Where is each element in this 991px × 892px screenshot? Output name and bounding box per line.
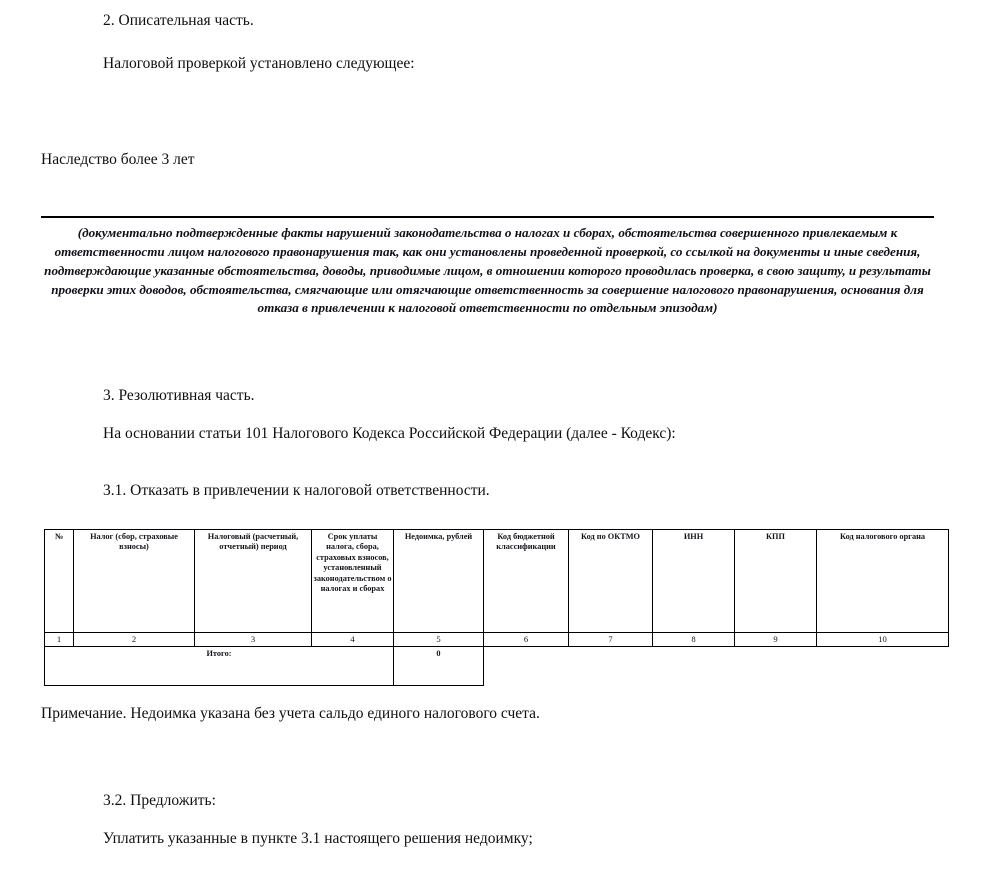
table-header-cell: КПП xyxy=(735,530,817,633)
table-header-cell: Налоговый (расчетный, отчетный) период xyxy=(195,530,312,633)
table-total-row xyxy=(45,647,949,686)
section-2-heading: 2. Описательная часть. xyxy=(103,12,254,29)
total-label-cell: Итого: xyxy=(45,647,394,686)
column-number-cell: 6 xyxy=(484,633,569,647)
section-3-2-body: Уплатить указанные в пункте 3.1 настоящего решения недоимку; xyxy=(103,830,533,847)
table-header-cell: № xyxy=(45,530,74,633)
column-number-cell: 9 xyxy=(735,633,817,647)
table-column-number-row xyxy=(45,633,949,647)
column-number-cell: 5 xyxy=(394,633,484,647)
column-number-cell: 3 xyxy=(195,633,312,647)
column-number-cell: 4 xyxy=(312,633,394,647)
table-header-cell: Недоимка, рублей xyxy=(394,530,484,633)
section-3-1-heading: 3.1. Отказать в привлечении к налоговой ответственности. xyxy=(103,482,490,499)
table-header-cell: ИНН xyxy=(653,530,735,633)
table-header-cell: Код налогового органа xyxy=(817,530,949,633)
total-row-empty-cell xyxy=(484,647,949,686)
arrears-note: Примечание. Недоимка указана без учета сальдо единого налогового счета. xyxy=(41,705,540,722)
table-header-cell: Налог (сбор, страховые взносы) xyxy=(74,530,195,633)
audit-finding-text: Наследство более 3 лет xyxy=(41,151,195,168)
table-header-cell: Код по ОКТМО xyxy=(569,530,653,633)
instruction-note: (документально подтвержденные факты нарушений законодательства о налогах и сборах, обстоятельства совершенного привлекаемым к ответственности лицом налогового правонарушения так, как они установлены проведенной проверкой, со ссылкой на документы и иные сведения, подтверждающие указанные обстоятельства, доводы, приводимые лицом, в отношении которого проводилась проверка, в свою защиту, и результаты проверки этих доводов, обстоятельства, смягчающие или отягчающие ответственность за совершение налогового правонарушения, основания для отказа в привлечении к налоговой ответственности по отдельным эпизодам) xyxy=(44,225,931,316)
table-header-row xyxy=(45,530,949,633)
section-2-lead-text: Налоговой проверкой установлено следующее: xyxy=(103,55,415,72)
column-number-cell: 7 xyxy=(569,633,653,647)
column-number-cell: 1 xyxy=(45,633,74,647)
total-value-cell: 0 xyxy=(394,647,484,686)
column-number-cell: 10 xyxy=(817,633,949,647)
arrears-table xyxy=(44,529,949,686)
horizontal-rule xyxy=(41,216,934,218)
column-number-cell: 8 xyxy=(653,633,735,647)
section-3-heading: 3. Резолютивная часть. xyxy=(103,387,255,404)
table-header-cell: Код бюджетной классификации xyxy=(484,530,569,633)
legal-basis-text: На основании статьи 101 Налогового Кодекса Российской Федерации (далее - Кодекс): xyxy=(103,425,676,442)
column-number-cell: 2 xyxy=(74,633,195,647)
section-3-2-heading: 3.2. Предложить: xyxy=(103,792,216,809)
table-header-cell: Срок уплаты налога, сбора, страховых взносов, установленный законодательством о налогах и сборах xyxy=(312,530,394,633)
